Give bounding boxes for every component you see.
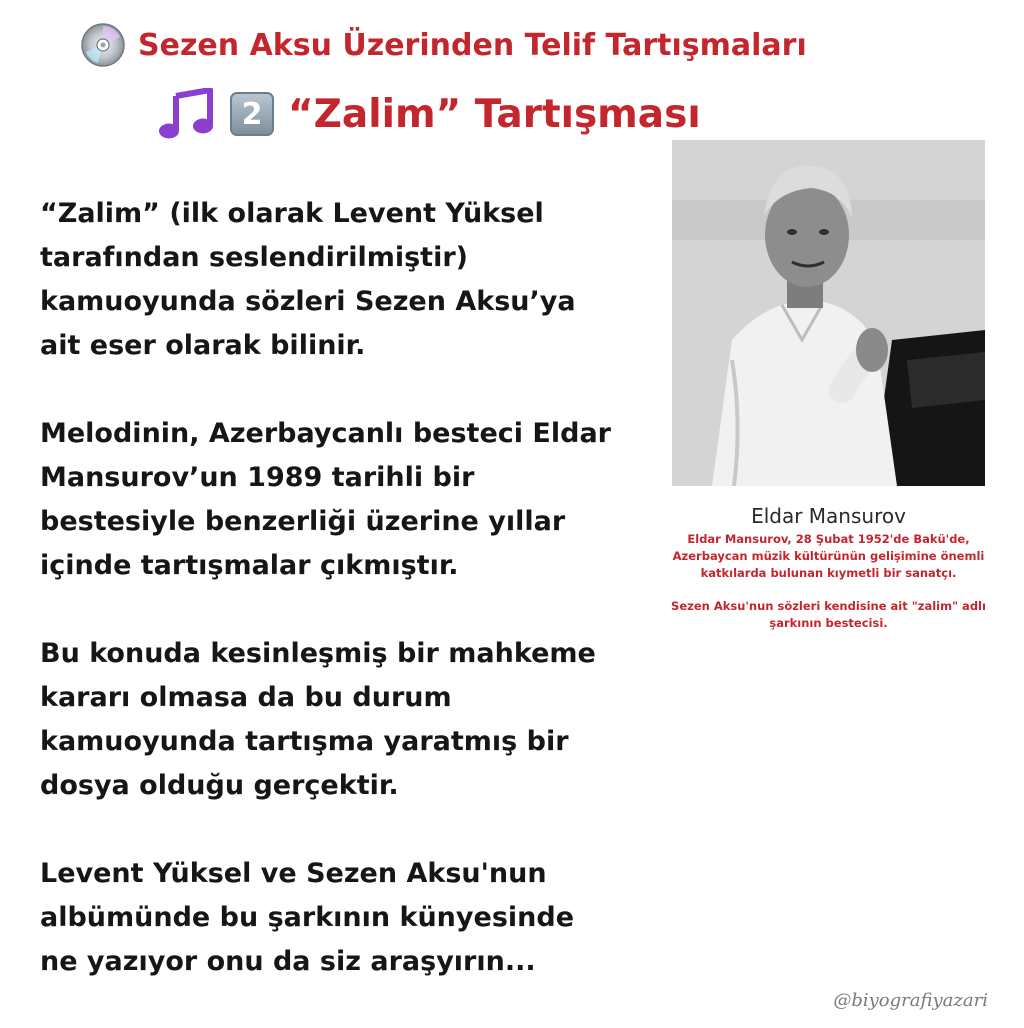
watermark: @biyografiyazari — [833, 990, 988, 1011]
keycap-2-icon: 2 — [230, 92, 274, 136]
paragraph: Levent Yüksel ve Sezen Aksu'nun albümünde bu şarkının künyesinde ne yazıyor onu da siz araşyırın... — [40, 858, 575, 977]
photo-caption-description — [660, 531, 997, 648]
paragraph: “Zalim” (ilk olarak Levent Yüksel tarafından seslendirilmiştir) kamuoyunda sözleri Sezen Aksu’ya ait eser olarak bilinir. — [40, 198, 576, 361]
page-subtitle — [158, 88, 701, 140]
portrait-photo — [672, 140, 985, 486]
page-subtitle-text: “Zalim” Tartışması — [288, 91, 701, 137]
paragraph: Bu konuda kesinleşmiş bir mahkeme kararı olmasa da bu durum kamuoyunda tartışma yaratmış bir dosya olduğu gerçektir. — [40, 638, 596, 801]
photo-caption-name: Eldar Mansurov — [751, 504, 906, 528]
article-body — [40, 192, 640, 1028]
musical-notes-icon — [158, 88, 216, 140]
page-title — [80, 22, 807, 68]
optical-disc-icon — [80, 22, 126, 68]
page-title-text: Sezen Aksu Üzerinden Telif Tartışmaları — [138, 27, 807, 63]
paragraph: Melodinin, Azerbaycanlı besteci Eldar Mansurov’un 1989 tarihli bir bestesiyle benzerliği üzerine yıllar içinde tartışmalar çıkmıştır. — [40, 418, 611, 581]
caption-note: Sezen Aksu'nun sözleri kendisine ait "zalim" adlı şarkının bestecisi. — [671, 599, 986, 630]
caption-bio: Eldar Mansurov, 28 Şubat 1952'de Bakü'de, Azerbaycan müzik kültürünün gelişimine önemli katkılarda bulunan kıymetli bir sanatçı. — [672, 532, 985, 580]
